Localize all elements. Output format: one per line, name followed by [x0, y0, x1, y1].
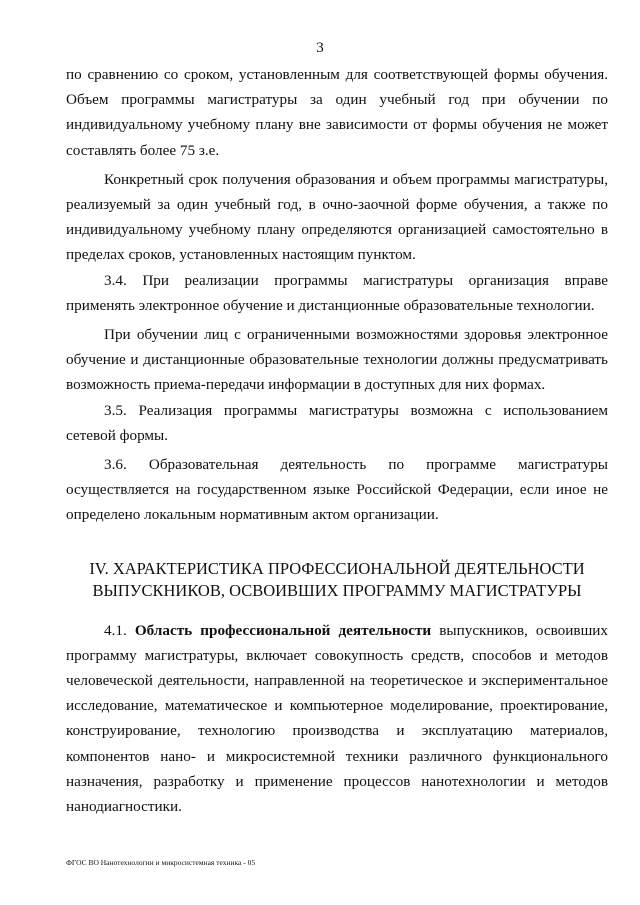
- section-heading-line-2: ВЫПУСКНИКОВ, ОСВОИВШИХ ПРОГРАММУ МАГИСТРАТУРЫ: [92, 580, 582, 600]
- paragraph-term-duration: Конкретный срок получения образования и объем программы магистратуры, реализуемый за один учебный год, в очно-заочной форме обучения, а также по индивидуальному учебному плану определяются организацией самостоятельно в пределах сроков, установленных настоящим пунктом.: [66, 170, 608, 264]
- paragraph-continuation: по сравнению со сроком, установленным для соответствующей формы обучения. Объем программы магистратуры за один учебный год при обучении по индивидуальному учебному плану вне зависимости от формы обучения не может составлять более 75 з.е.: [66, 66, 608, 159]
- paragraph-3-5: 3.5. Реализация программы магистратуры возможна с использованием сетевой формы.: [66, 401, 608, 444]
- footer-note: ФГОС ВО Нанотехнологии и микросистемная техника - 05: [66, 858, 256, 867]
- page-number: 3: [316, 40, 324, 56]
- document-body: [66, 62, 608, 819]
- paragraph-4-1-bold-term: Область профессиональной деятельности: [134, 621, 432, 639]
- paragraph-4-1: [66, 618, 608, 820]
- section-heading-line-1: IV. ХАРАКТЕРИСТИКА ПРОФЕССИОНАЛЬНОЙ ДЕЯТЕЛЬНОСТИ: [89, 558, 585, 578]
- paragraph-disabilities: При обучении лиц с ограниченными возможностями здоровья электронное обучение и дистанционные образовательные технологии должны предусматривать возможность приема-передачи информации в доступных для них формах.: [66, 326, 608, 394]
- paragraph-4-1-number: 4.1.: [104, 621, 127, 639]
- section-heading: [66, 558, 608, 602]
- paragraph-3-4: 3.4. При реализации программы магистратуры организация вправе применять электронное обучение и дистанционные образовательные технологии.: [66, 271, 608, 314]
- paragraph-3-6: 3.6. Образовательная деятельность по программе магистратуры осуществляется на государственном языке Российской Федерации, если иное не определено локальным нормативным актом организации.: [66, 456, 608, 524]
- paragraph-4-1-text: выпускников, освоивших программу магистратуры, включает совокупность средств, способов и методов человеческой деятельности, направленной на теоретическое и экспериментальное исследование, математическое и компьютерное моделирование, проектирование, конструирование, технологию производства и эксплуатацию материалов, компонентов нано- и микросистемной техники различного функционального назначения, разработку и применение процессов нанотехнологии и методов нанодиагностики.: [66, 621, 608, 816]
